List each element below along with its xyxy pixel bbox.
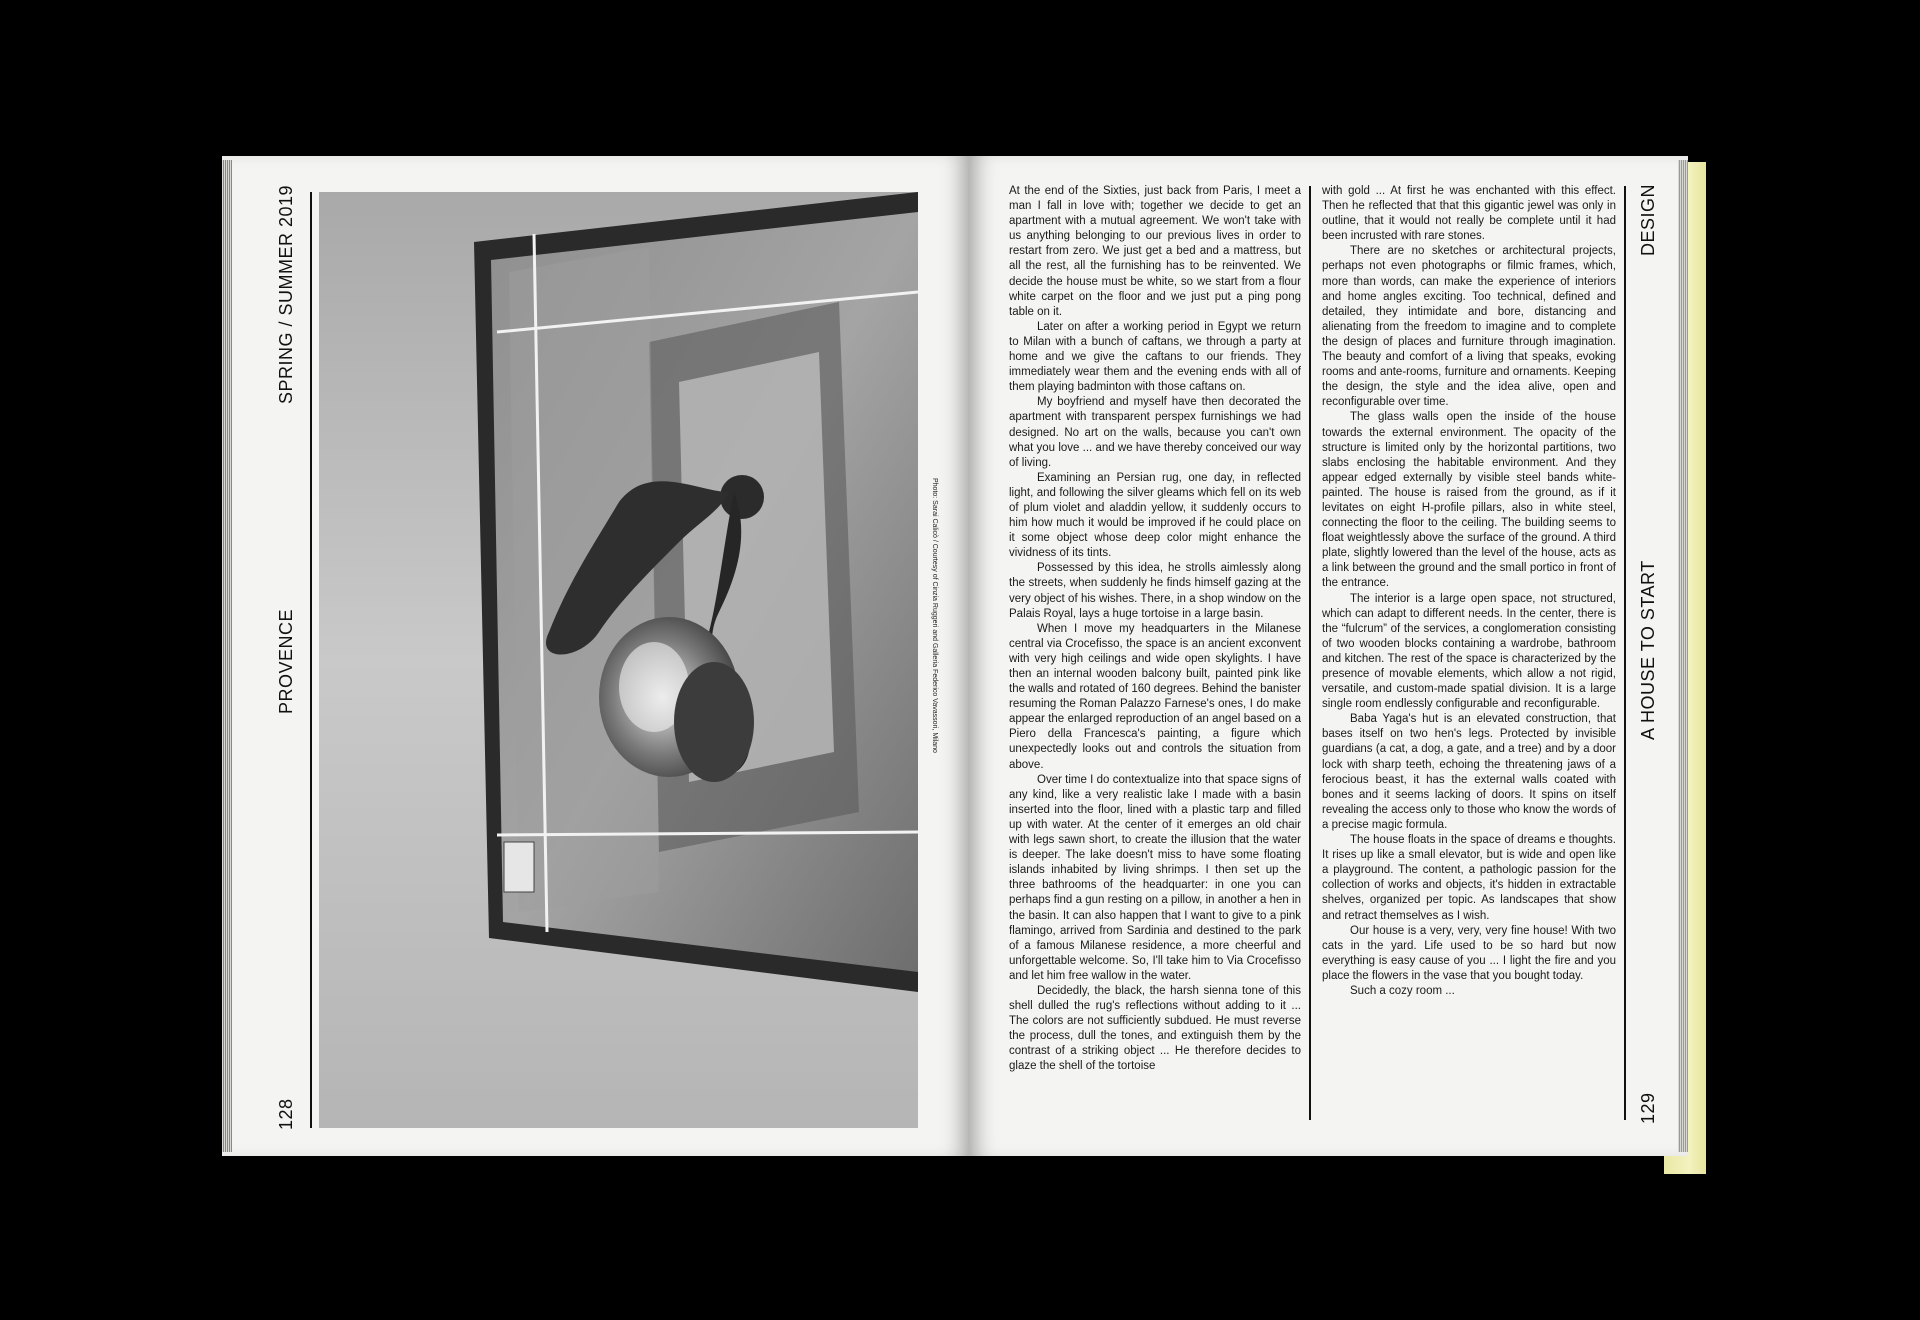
column-rule-1 — [1309, 186, 1311, 1120]
column-rule-2 — [1624, 186, 1626, 1120]
right-running-head-title: A HOUSE TO START — [1638, 560, 1658, 740]
text-column-1 — [1009, 184, 1301, 1075]
paragraph: My boyfriend and myself have then decorated the apartment with transparent perspex furnishings we had designed. No art on the walls, because you can't own what you love ... and we have thereby conceived our way of living. — [1009, 396, 1301, 469]
paragraph: When I move my headquarters in the Milanese central via Crocefisso, the space is an ancient exconvent with very high ceilings and wide open skylights. I have then an internal wooden balcony built, painted pink like the walls and rotated of 160 degrees. Behind the banister resuming the Roman Palazzo Farnese's ones, I do make appear the enlarged reproduction of an angel based on a Piero della Francesca's painting, a figure which unexpectedly looks out and controls the situation from above. — [1009, 622, 1301, 771]
left-running-head-section: PROVENCE — [276, 608, 296, 714]
paragraph: There are no sketches or architectural projects, perhaps not even photographs or filmic frames, which, more than words, can make the experience of interiors and home angles exciting. Too technical, defined and detailed, they intimidate and bore, distancing and alienating from the freedom to imagine and to complete the design of places and furniture through imagination. The beauty and comfort of a living that speaks, evoking rooms and ante-rooms, furniture and ornaments. Keeping the design, the style and the idea alive, open and reconfigurable over time. — [1322, 245, 1616, 409]
right-page-number: 129 — [1638, 1092, 1658, 1124]
paragraph: Examining an Persian rug, one day, in reflected light, and following the silver gleams which fell on its web of plum violet and aladdin yellow, it suddenly occurs to him how much it would be improved if he could place on it some object whose deep color might enhance the vividness of its tints. — [1009, 471, 1301, 560]
photo-door-knocker — [319, 192, 918, 1128]
paragraph: Decidedly, the black, the harsh sienna tone of this shell dulled the rug's reflections without adding to it ... The colors are not sufficiently subdued. He must reverse the process, dull the tones, and extinguish them by the contrast of a striking object ... He therefore decides to glaze the shell of the tortoise — [1009, 984, 1301, 1073]
paragraph: Such a cozy room ... — [1350, 984, 1455, 997]
paragraph: The glass walls open the inside of the house towards the external environment. The opacity of the structure is limited only by the horizontal partitions, two slabs enclosing the habitable environment. And they appear edged externally by visible steel bands white-painted. The house is raised from the ground, as if it levitates on eight H-profile pillars, also in white steel, connecting the floor to the ceiling. The building seems to float weightlessly above the surface of the ground. A third plate, slightly lowered than the level of the house, acts as a link between the ground and the small portico in front of the entrance. — [1322, 411, 1616, 590]
photo-illustration — [319, 192, 918, 1128]
left-page-number: 128 — [276, 1098, 296, 1130]
paragraph: Possessed by this idea, he strolls aimlessly along the streets, when suddenly he finds himself gazing at the very object of his wishes. There, in a shop window on the Palais Royal, lays a huge tortoise in a large basin. — [1009, 562, 1301, 620]
paragraph: Later on after a working period in Egypt we return to Milan with a bunch of caftans, we through a party at home and we give the caftans to our friends. They immediately wear them and the evening ends with all of them playing badminton with those caftans on. — [1009, 320, 1301, 394]
right-running-head-section: DESIGN — [1638, 183, 1658, 256]
paragraph: Our house is a very, very, very fine house! With two cats in the yard. Life used to be so hard but now everything is easy cause of you ... I light the fire and you place the flowers in the vase that you bought today. — [1322, 924, 1616, 982]
left-running-head-issue: SPRING / SUMMER 2019 — [276, 184, 296, 404]
paragraph: The house floats in the space of dreams e thoughts. It rises up like a small elevator, but is wide and open like a playground. The content, a pathologic passion for the collection of works and objects, it's hidden in extractable shelves, organized per topic. As landscapes that show and retract themselves as I wish. — [1322, 834, 1616, 922]
text-column-2 — [1322, 184, 1616, 999]
paragraph: with gold ... At first he was enchanted with this effect. Then he reflected that that this gigantic jewel was only in outline, that it would not really be complete until it had been incrusted with rare stones. — [1322, 185, 1616, 243]
right-page-edges — [1678, 160, 1688, 1152]
photo-credit: Photo: Sarai Calicò / Courtesy of Cinzia Ruggeri and Galleria Federico Vavassori, Milano — [931, 478, 938, 753]
paragraph: Baba Yaga's hut is an elevated construction, that bases itself on two hen's legs. Protected by invisible guardians (a cat, a dog, a gate, and a tree) and by a door lock with sharp teeth, echoing the threatening jaws of a ferocious beast, it has the external walls coated with bones and it seems lacking of doors. It spins on itself revealing the access only to those who know the words of a precise magic formula. — [1322, 713, 1616, 831]
paragraph: The interior is a large open space, not structured, which can adapt to different needs. In the center, there is the “fulcrum” of the services, a conglomeration consisting of two wooden blocks containing a wardrobe, bathroom and kitchen. The rest of the space is characterized by the presence of movable elements, which allow a not rigid, versatile, and custom-made spatial division. It is a large single room endlessly configurable and reconfigurable. — [1322, 592, 1616, 711]
paragraph: At the end of the Sixties, just back from Paris, I meet a man I fall in love with; together we decide to get an apartment with a mutual agreement. We won't take with us anything belonging to our previous lives in order to restart from zero. We just get a bed and a mattress, but all the rest, all the furnishing has to be reinvented. We decide the house must be white, so we start from a flour white carpet on the floor and we just put a ping pong table on it. — [1009, 185, 1301, 318]
left-margin-rule — [310, 192, 312, 1128]
left-page-edges — [222, 160, 232, 1152]
paragraph: Over time I do contextualize into that space signs of any kind, like a very realistic lake I made with a basin inserted into the floor, lined with a plastic tarp and filled up with water. At the center of it emerges an old chair with legs sawn short, to create the illusion that the water is deeper. The lake doesn't miss to have some floating islands inhabited by living shrimps. I then set up the three bathrooms of the headquarter: in one you can perhaps find a gun resting on a pillow, in another a hen in the basin. It can also happen that I want to give to a pink flamingo, arrived from Sardinia and destined to the park of a famous Milanese residence, a more cheerful and unforgettable welcome. So, I'll take him to Via Crocefisso and let him free wallow in the water. — [1009, 773, 1301, 982]
